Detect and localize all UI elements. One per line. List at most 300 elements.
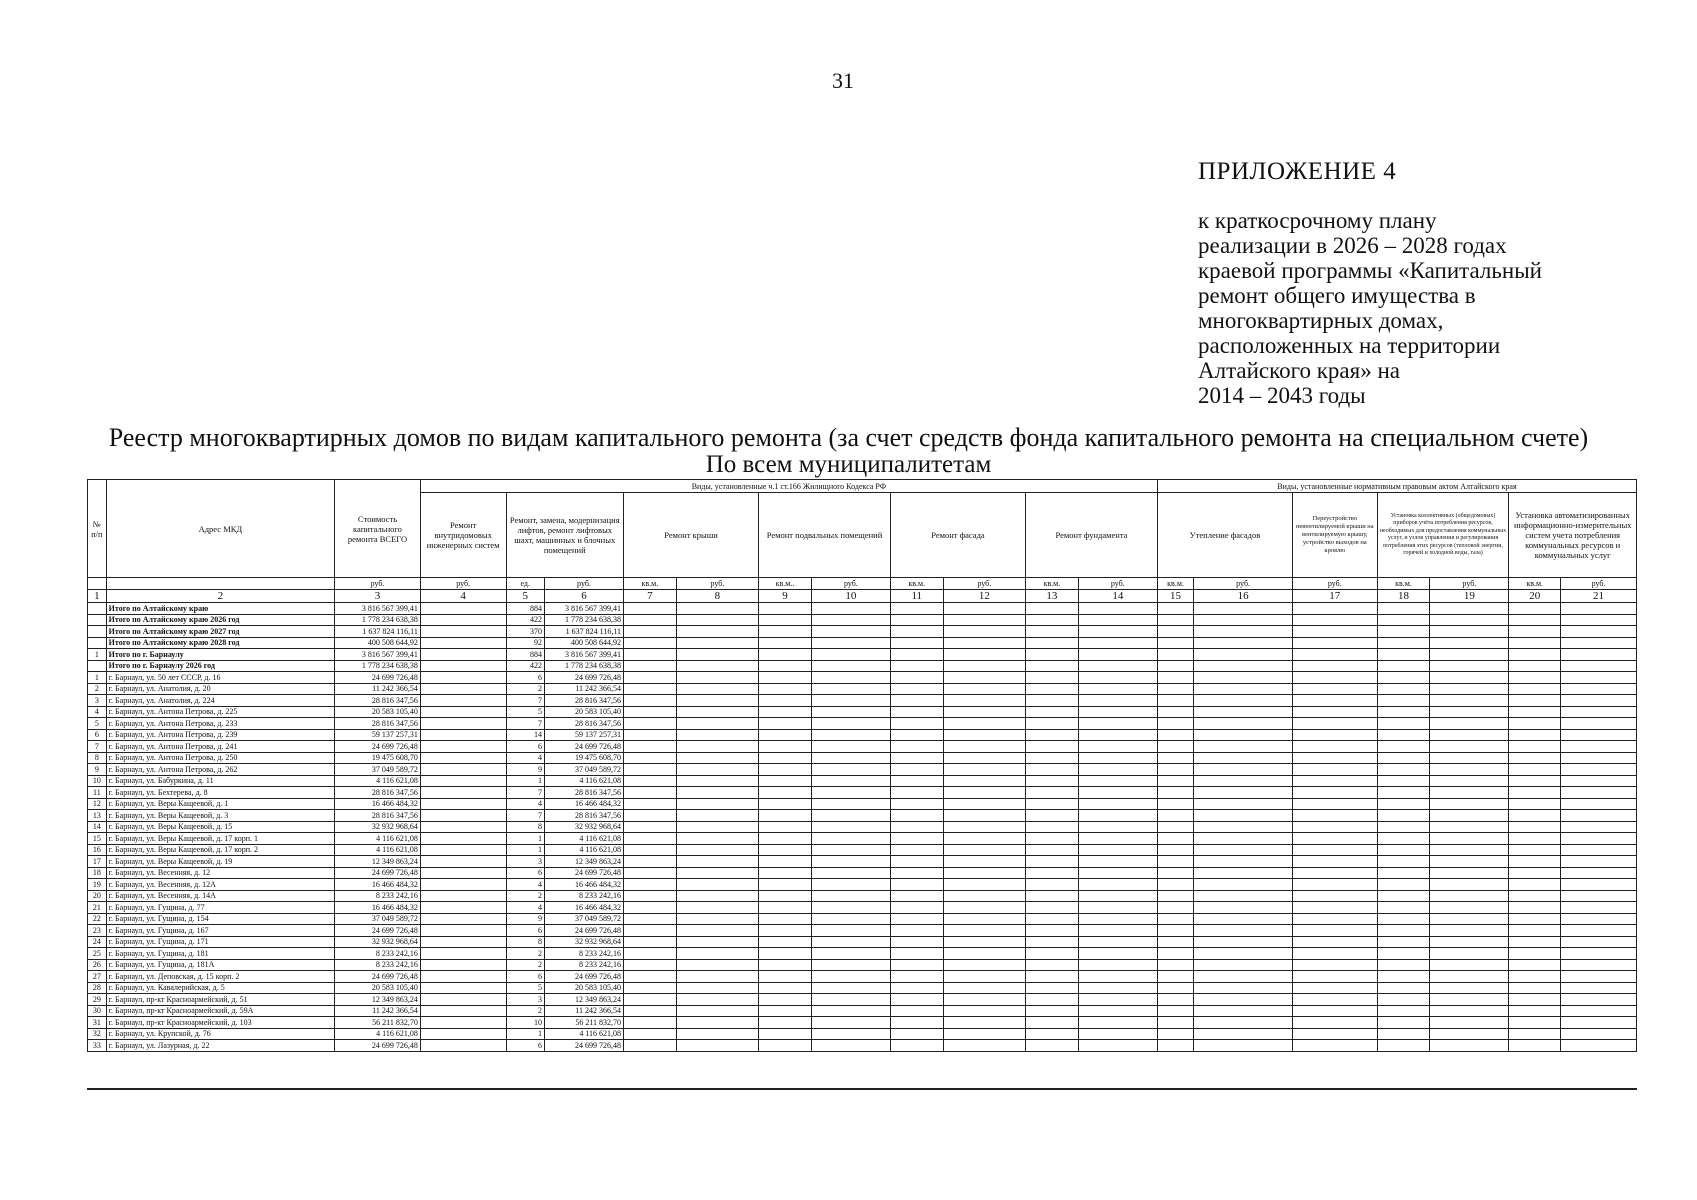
empty-cell [943, 718, 1025, 730]
internal-systems-cell [420, 706, 506, 718]
lift-units-cell: 3 [506, 856, 544, 868]
empty-cell [1509, 614, 1561, 626]
table-row [88, 706, 1637, 718]
internal-systems-cell [420, 821, 506, 833]
empty-cell [1157, 787, 1193, 799]
row-number-cell: 22 [88, 913, 107, 925]
empty-cell [759, 672, 812, 684]
row-number-cell: 4 [88, 706, 107, 718]
empty-cell [1026, 787, 1079, 799]
empty-cell [811, 810, 890, 822]
lift-cost-cell: 11 242 366,54 [544, 1005, 623, 1017]
row-number-cell: 18 [88, 867, 107, 879]
empty-cell [759, 821, 812, 833]
empty-cell [624, 890, 677, 902]
empty-cell [1293, 925, 1378, 937]
empty-cell [811, 879, 890, 891]
address-cell: г. Барнаул, ул. Веры Кащеевой, д. 1 [106, 798, 334, 810]
empty-cell [1293, 614, 1378, 626]
internal-systems-cell [420, 660, 506, 672]
table-row [88, 902, 1637, 914]
row-number-cell [88, 614, 107, 626]
empty-cell [1430, 925, 1509, 937]
row-number-cell: 3 [88, 695, 107, 707]
table-row [88, 879, 1637, 891]
empty-cell [1377, 959, 1430, 971]
empty-cell [890, 764, 943, 776]
empty-cell [811, 798, 890, 810]
empty-cell [1078, 718, 1157, 730]
header-meters: Установка коллективных (общедомовых) приборов учёта потребления ресурсов, необходимых для предоставления коммунальных услуг, и узлов управления и регулирования потребления этих ресурсов (тепловой энергии, горячей и холодной воды, газа) [1377, 493, 1509, 578]
empty-cell [1293, 764, 1378, 776]
internal-systems-cell [420, 718, 506, 730]
empty-cell [1293, 672, 1378, 684]
empty-cell [1026, 798, 1079, 810]
unit-cell: руб. [544, 578, 623, 590]
empty-cell [1561, 764, 1637, 776]
empty-cell [624, 1017, 677, 1029]
empty-cell [624, 764, 677, 776]
internal-systems-cell [420, 948, 506, 960]
lift-units-cell: 6 [506, 1040, 544, 1052]
empty-cell [676, 821, 758, 833]
lift-units-cell: 422 [506, 614, 544, 626]
total-cost-cell: 24 699 726,48 [335, 1040, 421, 1052]
empty-cell [1293, 1040, 1378, 1052]
empty-cell [943, 614, 1025, 626]
row-number-cell [88, 660, 107, 672]
lift-units-cell: 422 [506, 660, 544, 672]
empty-cell [1194, 833, 1293, 845]
empty-cell [624, 948, 677, 960]
lift-cost-cell: 28 816 347,56 [544, 787, 623, 799]
empty-cell [1377, 764, 1430, 776]
lift-units-cell: 2 [506, 959, 544, 971]
lift-units-cell: 4 [506, 798, 544, 810]
empty-cell [1430, 626, 1509, 638]
empty-cell [676, 649, 758, 661]
table-row [88, 752, 1637, 764]
empty-cell [811, 764, 890, 776]
empty-cell [1078, 810, 1157, 822]
empty-cell [1194, 821, 1293, 833]
empty-cell [676, 844, 758, 856]
empty-cell [1293, 959, 1378, 971]
empty-cell [943, 729, 1025, 741]
empty-cell [1194, 695, 1293, 707]
empty-cell [676, 695, 758, 707]
empty-cell [1293, 683, 1378, 695]
total-cost-cell: 20 583 105,40 [335, 982, 421, 994]
empty-cell [1293, 844, 1378, 856]
unit-cell: руб. [943, 578, 1025, 590]
empty-cell [676, 775, 758, 787]
empty-cell [676, 1017, 758, 1029]
lift-units-cell: 5 [506, 982, 544, 994]
internal-systems-cell [420, 1028, 506, 1040]
empty-cell [811, 1028, 890, 1040]
column-number: 20 [1509, 590, 1561, 603]
header-address: Адрес МКД [106, 480, 334, 578]
internal-systems-cell [420, 810, 506, 822]
lift-cost-cell: 24 699 726,48 [544, 867, 623, 879]
empty-cell [1157, 775, 1193, 787]
empty-cell [943, 948, 1025, 960]
empty-cell [676, 936, 758, 948]
empty-cell [1157, 695, 1193, 707]
address-cell: г. Барнаул, ул. Гущина, д. 77 [106, 902, 334, 914]
row-number-cell: 32 [88, 1028, 107, 1040]
empty-cell [1509, 660, 1561, 672]
empty-cell [1430, 718, 1509, 730]
empty-cell [1509, 1040, 1561, 1052]
empty-cell [890, 775, 943, 787]
empty-cell [759, 1005, 812, 1017]
empty-cell [1078, 741, 1157, 753]
empty-cell [811, 890, 890, 902]
total-cost-cell: 28 816 347,56 [335, 695, 421, 707]
empty-cell [943, 741, 1025, 753]
empty-cell [624, 1005, 677, 1017]
lift-units-cell: 6 [506, 867, 544, 879]
empty-cell [1078, 994, 1157, 1006]
empty-cell [1293, 913, 1378, 925]
empty-cell [1377, 913, 1430, 925]
empty-cell [1509, 752, 1561, 764]
empty-cell [1194, 994, 1293, 1006]
address-cell: г. Барнаул, ул. Весенняя, д. 12 [106, 867, 334, 879]
row-number-cell: 30 [88, 1005, 107, 1017]
empty-cell [759, 614, 812, 626]
empty-cell [811, 718, 890, 730]
row-number-cell: 7 [88, 741, 107, 753]
empty-cell [1078, 982, 1157, 994]
empty-cell [1561, 775, 1637, 787]
internal-systems-cell [420, 729, 506, 741]
empty-cell [1509, 856, 1561, 868]
empty-cell [890, 626, 943, 638]
empty-cell [1157, 1005, 1193, 1017]
table-row [88, 959, 1637, 971]
lift-units-cell: 7 [506, 695, 544, 707]
internal-systems-cell [420, 867, 506, 879]
row-number-cell: 28 [88, 982, 107, 994]
empty-cell [1157, 741, 1193, 753]
header-facade: Ремонт фасада [890, 493, 1025, 578]
empty-cell [811, 971, 890, 983]
empty-cell [1194, 798, 1293, 810]
empty-cell [759, 787, 812, 799]
address-cell: Итого по Алтайскому краю 2027 год [106, 626, 334, 638]
empty-cell [1377, 775, 1430, 787]
empty-cell [1157, 729, 1193, 741]
page-number: 31 [832, 68, 854, 93]
empty-cell [1026, 695, 1079, 707]
empty-cell [1430, 833, 1509, 845]
column-number: 11 [890, 590, 943, 603]
total-cost-cell: 4 116 621,08 [335, 844, 421, 856]
empty-cell [943, 1017, 1025, 1029]
empty-cell [676, 810, 758, 822]
lift-units-cell: 9 [506, 913, 544, 925]
row-number-cell: 16 [88, 844, 107, 856]
empty-cell [811, 959, 890, 971]
empty-cell [676, 1040, 758, 1052]
empty-cell [1509, 1028, 1561, 1040]
empty-cell [1194, 706, 1293, 718]
empty-cell [759, 683, 812, 695]
empty-cell [1026, 833, 1079, 845]
internal-systems-cell [420, 626, 506, 638]
empty-cell [759, 994, 812, 1006]
empty-cell [1157, 637, 1193, 649]
lift-cost-cell: 59 137 257,31 [544, 729, 623, 741]
address-cell: г. Барнаул, ул. Антона Петрова, д. 239 [106, 729, 334, 741]
empty-cell [1293, 706, 1378, 718]
empty-cell [890, 787, 943, 799]
row-number-cell: 1 [88, 649, 107, 661]
lift-units-cell: 6 [506, 672, 544, 684]
empty-cell [1293, 695, 1378, 707]
empty-cell [943, 626, 1025, 638]
empty-cell [676, 925, 758, 937]
empty-cell [624, 672, 677, 684]
column-number: 4 [420, 590, 506, 603]
empty-cell [759, 810, 812, 822]
total-cost-cell: 11 242 366,54 [335, 683, 421, 695]
address-cell: г. Барнаул, ул. Веры Кащеевой, д. 17 корп. 2 [106, 844, 334, 856]
total-cost-cell: 16 466 484,32 [335, 879, 421, 891]
total-cost-cell: 8 233 242,16 [335, 959, 421, 971]
total-cost-cell: 1 778 234 638,38 [335, 660, 421, 672]
empty-cell [811, 1017, 890, 1029]
empty-cell [1293, 603, 1378, 615]
row-number-cell: 26 [88, 959, 107, 971]
empty-cell [1078, 1040, 1157, 1052]
empty-cell [811, 1040, 890, 1052]
empty-cell [1078, 787, 1157, 799]
empty-cell [759, 844, 812, 856]
column-number-row [88, 590, 1637, 603]
empty-cell [759, 856, 812, 868]
unit-cell: кв.м. [1509, 578, 1561, 590]
address-cell: г. Барнаул, ул. Веры Кащеевой, д. 15 [106, 821, 334, 833]
empty-cell [1509, 902, 1561, 914]
empty-cell [624, 925, 677, 937]
total-cost-cell: 37 049 589,72 [335, 913, 421, 925]
empty-cell [890, 879, 943, 891]
address-cell: г. Барнаул, ул. Бехтерева, д. 8 [106, 787, 334, 799]
empty-cell [759, 660, 812, 672]
empty-cell [1194, 1005, 1293, 1017]
empty-cell [1194, 936, 1293, 948]
empty-cell [624, 821, 677, 833]
empty-cell [1561, 672, 1637, 684]
empty-cell [890, 741, 943, 753]
empty-cell [1509, 741, 1561, 753]
table-row [88, 695, 1637, 707]
empty-cell [1194, 867, 1293, 879]
address-cell: Итого по г. Барнаулу 2026 год [106, 660, 334, 672]
internal-systems-cell [420, 603, 506, 615]
empty-cell [811, 729, 890, 741]
empty-cell [676, 741, 758, 753]
row-number-cell [88, 626, 107, 638]
empty-cell [1561, 626, 1637, 638]
lift-units-cell: 8 [506, 936, 544, 948]
empty-cell [1509, 603, 1561, 615]
internal-systems-cell [420, 879, 506, 891]
row-number-cell: 25 [88, 948, 107, 960]
unit-cell: руб. [811, 578, 890, 590]
table-row [88, 787, 1637, 799]
empty-cell [624, 752, 677, 764]
table-row [88, 1005, 1637, 1017]
lift-units-cell: 92 [506, 637, 544, 649]
empty-cell [890, 752, 943, 764]
empty-cell [1430, 879, 1509, 891]
row-number-cell: 15 [88, 833, 107, 845]
row-number-cell: 20 [88, 890, 107, 902]
empty-cell [1194, 890, 1293, 902]
lift-units-cell: 7 [506, 787, 544, 799]
empty-cell [1194, 948, 1293, 960]
empty-cell [1561, 902, 1637, 914]
empty-cell [1377, 706, 1430, 718]
empty-cell [811, 637, 890, 649]
row-number-cell: 8 [88, 752, 107, 764]
empty-cell [1509, 637, 1561, 649]
column-number: 15 [1157, 590, 1193, 603]
lift-units-cell: 2 [506, 683, 544, 695]
header-foundation: Ремонт фундамента [1026, 493, 1158, 578]
address-cell: г. Барнаул, ул. Антона Петрова, д. 250 [106, 752, 334, 764]
empty-cell [1509, 775, 1561, 787]
header-roof-conversion: Переустройство невентилируемой крыши на вентилируемую крышу, устройство выходов на кровлю [1293, 493, 1378, 578]
empty-cell [624, 879, 677, 891]
total-cost-cell: 24 699 726,48 [335, 867, 421, 879]
units-row [88, 578, 1637, 590]
total-cost-cell: 12 349 863,24 [335, 994, 421, 1006]
empty-cell [943, 971, 1025, 983]
empty-cell [624, 718, 677, 730]
empty-cell [1377, 994, 1430, 1006]
empty-cell [624, 1040, 677, 1052]
internal-systems-cell [420, 1017, 506, 1029]
empty-cell [1430, 729, 1509, 741]
empty-cell [1293, 798, 1378, 810]
empty-cell [1509, 913, 1561, 925]
empty-cell [1377, 936, 1430, 948]
empty-cell [943, 982, 1025, 994]
empty-cell [1194, 856, 1293, 868]
empty-cell [1377, 810, 1430, 822]
empty-cell [943, 833, 1025, 845]
empty-cell [1194, 603, 1293, 615]
empty-cell [1026, 844, 1079, 856]
table-row [88, 867, 1637, 879]
empty-cell [1026, 810, 1079, 822]
total-cost-cell: 24 699 726,48 [335, 925, 421, 937]
empty-cell [943, 752, 1025, 764]
address-cell: Итого по Алтайскому краю [106, 603, 334, 615]
empty-cell [1561, 660, 1637, 672]
empty-cell [1026, 936, 1079, 948]
header-num: № п/п [88, 480, 107, 578]
empty-cell [890, 867, 943, 879]
empty-cell [1293, 821, 1378, 833]
empty-cell [1509, 959, 1561, 971]
header-group-federal: Виды, установленные ч.1 ст.166 Жилищного Кодекса РФ [420, 480, 1157, 493]
empty-cell [1078, 890, 1157, 902]
table-row [88, 982, 1637, 994]
empty-cell [1561, 821, 1637, 833]
empty-cell [943, 821, 1025, 833]
empty-cell [1509, 764, 1561, 776]
lift-units-cell: 2 [506, 948, 544, 960]
empty-cell [1509, 810, 1561, 822]
address-cell: г. Барнаул, ул. Веры Кащеевой, д. 19 [106, 856, 334, 868]
empty-cell [1430, 1040, 1509, 1052]
empty-cell [1430, 821, 1509, 833]
empty-cell [1430, 764, 1509, 776]
empty-cell [811, 706, 890, 718]
empty-cell [943, 637, 1025, 649]
empty-cell [624, 959, 677, 971]
empty-cell [1194, 959, 1293, 971]
empty-cell [1194, 649, 1293, 661]
empty-cell [1430, 971, 1509, 983]
lift-units-cell: 1 [506, 1028, 544, 1040]
row-number-cell: 2 [88, 683, 107, 695]
empty-cell [1377, 603, 1430, 615]
empty-cell [1157, 810, 1193, 822]
header-automation: Установка автоматизированных информационно-измерительных систем учета потребления коммунальных ресурсов и коммунальных услуг [1509, 493, 1637, 578]
total-cost-cell: 4 116 621,08 [335, 1028, 421, 1040]
empty-cell [943, 672, 1025, 684]
empty-cell [1561, 936, 1637, 948]
lift-units-cell: 2 [506, 890, 544, 902]
empty-cell [1561, 637, 1637, 649]
total-row [88, 626, 1637, 638]
empty-cell [1026, 718, 1079, 730]
empty-cell [890, 718, 943, 730]
empty-cell [1561, 1017, 1637, 1029]
empty-cell [1026, 856, 1079, 868]
empty-cell [1194, 925, 1293, 937]
lift-units-cell: 4 [506, 902, 544, 914]
empty-cell [1293, 948, 1378, 960]
empty-cell [759, 867, 812, 879]
empty-cell [890, 833, 943, 845]
empty-cell [890, 844, 943, 856]
empty-cell [943, 1005, 1025, 1017]
empty-cell [890, 683, 943, 695]
empty-cell [1026, 614, 1079, 626]
empty-cell [759, 1017, 812, 1029]
empty-cell [1194, 810, 1293, 822]
empty-cell [1509, 798, 1561, 810]
empty-cell [624, 867, 677, 879]
empty-cell [890, 959, 943, 971]
column-number: 8 [676, 590, 758, 603]
empty-cell [890, 856, 943, 868]
empty-cell [943, 603, 1025, 615]
row-number-cell: 21 [88, 902, 107, 914]
lift-cost-cell: 4 116 621,08 [544, 775, 623, 787]
empty-cell [1509, 879, 1561, 891]
lift-cost-cell: 400 508 644,92 [544, 637, 623, 649]
